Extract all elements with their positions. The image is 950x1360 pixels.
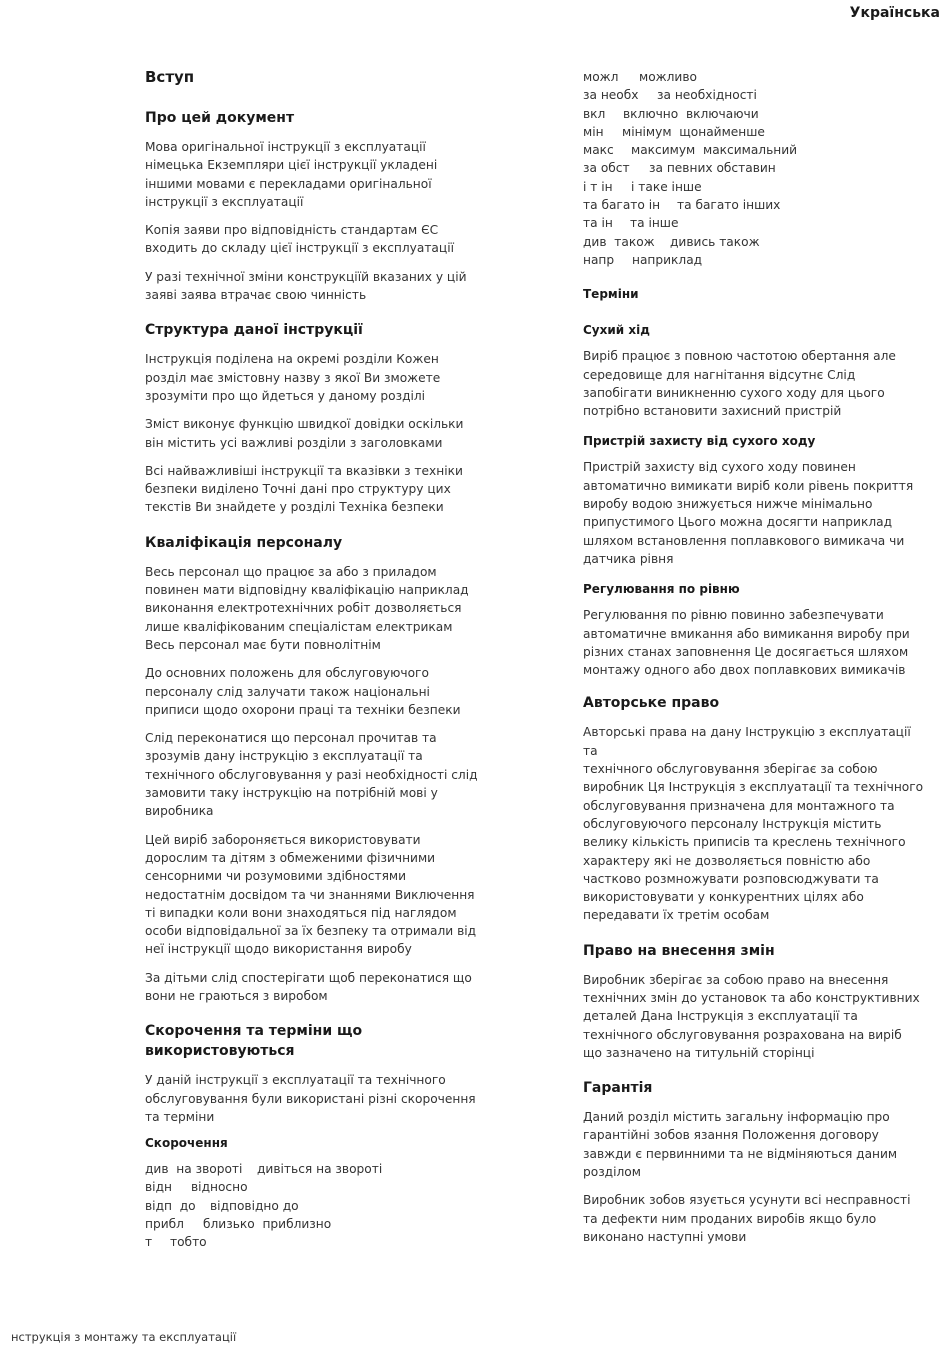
abbreviation-item (583, 159, 928, 177)
abbreviation-item (583, 178, 928, 196)
abbreviation-value: і таке інше (631, 179, 702, 194)
abbreviation-value: дивись також (670, 234, 760, 249)
abbreviation-item (145, 1215, 490, 1233)
abbreviations-title: Скорочення та терміни що використовуються (145, 1023, 363, 1060)
abbreviation-value: можливо (639, 70, 697, 84)
changes-text: Виробник зберігає за собою право на внесення технічних змін до установок та або конструктивних деталей Дана Інструкція з експлуатації та технічного обслуговування розрахована на виріб що зазначено на титульній сторінці (583, 972, 920, 1060)
copyright-title: Авторське право (583, 695, 720, 712)
abbreviation-item (583, 123, 928, 141)
abbreviation-value: максимум максимальний (631, 143, 798, 158)
abbreviation-item (583, 68, 928, 86)
abbreviation-item (583, 251, 928, 269)
abbreviation-item (583, 233, 928, 251)
abbreviation-key: прибл (145, 1217, 184, 1232)
abbreviation-list (145, 1160, 490, 1251)
intro-title: Вступ (145, 68, 195, 86)
abbreviation-item (145, 1197, 490, 1215)
abbreviation-key: можл (583, 70, 619, 84)
abbreviation-key: за необх (583, 88, 639, 103)
abbreviation-key: за обст (583, 161, 630, 176)
qualification-paragraph: За дітьми слід спостерігати щоб переконатися що вони не граються з виробом (145, 970, 472, 1003)
level-control-section (583, 582, 928, 679)
dry-run-title: Сухий хід (583, 323, 650, 338)
abbreviation-value: та багато інших (677, 198, 781, 213)
about-title: Про цей документ (145, 110, 295, 126)
abbreviation-key: вкл (583, 106, 606, 121)
abbreviation-key: макс (583, 143, 614, 158)
abbreviation-key: напр (583, 252, 615, 267)
abbreviation-item (583, 214, 928, 232)
qualification-section (145, 533, 490, 1006)
abbreviation-value: відносно (191, 1180, 248, 1195)
language-label: Українська (849, 5, 940, 21)
abbreviation-key: і т ін (583, 179, 613, 194)
structure-paragraph: Всі найважливіші інструкції та вказівки з техніки безпеки виділено Точні дані про структуру цих текстів Ви знайдете у розділі Техніка безпеки (145, 463, 463, 515)
warranty-paragraph: Даний розділ містить загальну інформацію про гарантійні зобов язання Положення договору завжди є первинними та не відміняються даним розділом (583, 1110, 898, 1180)
abbreviation-value: та інше (630, 216, 679, 231)
abbreviation-value: дивіться на звороті (257, 1162, 383, 1177)
abbreviation-key: та ін (583, 216, 613, 231)
about-paragraph: Мова оригінальної інструкції з експлуатації німецька Екземпляри цієї інструкції укладені іншими мовами є перекладами оригінальної інструкції з експлуатації (145, 140, 438, 209)
abbreviation-item (583, 105, 928, 123)
abbreviation-value: тобто (170, 1235, 207, 1250)
abbreviation-item (145, 1178, 490, 1196)
abbreviation-value: за певних обставин (649, 161, 776, 176)
abbreviation-value: включно включаючи (623, 106, 759, 121)
abbreviation-key: та багато ін (583, 198, 661, 213)
about-section (145, 108, 490, 304)
warranty-section (583, 1078, 928, 1246)
page-footer: нструкція з монтажу та експлуатації (11, 1330, 237, 1344)
abbreviation-key: див на звороті (145, 1162, 243, 1177)
abbreviations-intro: У даній інструкції з експлуатації та технічного обслуговування були використані різні скорочення та терміни (145, 1073, 476, 1124)
qualification-paragraph: Слід переконатися що персонал прочитав та зрозумів дану інструкцію з експлуатації та технічного обслуговування у разі необхідності слід замовити таку інструкцію на потрібній мові у виробника (145, 731, 478, 819)
dry-run-protection-section (583, 434, 928, 568)
abbreviation-item (145, 1160, 490, 1178)
abbreviation-value: за необхідності (657, 88, 757, 103)
structure-section (145, 320, 490, 516)
level-control-title: Регулювання по рівню (583, 582, 740, 597)
abbreviations-subtitle: Скорочення (145, 1136, 228, 1151)
abbreviation-key: відп до (145, 1198, 196, 1213)
qualification-title: Кваліфікація персоналу (145, 534, 343, 551)
abbreviation-value: відповідно до (210, 1198, 299, 1213)
structure-paragraph: Зміст виконує функцію швидкої довідки оскільки він містить усі важливі розділи з заголовками (145, 417, 464, 450)
abbreviation-value: мінімум щонайменше (622, 124, 765, 139)
warranty-title: Гарантія (583, 1080, 653, 1097)
abbreviation-key: див також (583, 234, 655, 249)
changes-section (583, 941, 928, 1062)
structure-title: Структура даної інструкції (145, 322, 363, 339)
abbreviation-key: т (145, 1235, 153, 1250)
level-control-text: Регулювання по рівню повинно забезпечувати автоматичне вмикання або вимикання виробу при різних станах заповнення Це досягається шляхом монтажу одного або двох поплавкових вимикачів (583, 608, 910, 678)
abbreviation-key: мін (583, 124, 604, 139)
warranty-paragraph: Виробник зобов язується усунути всі несправності та дефекти ним проданих виробів якщо було виконано наступні умови (583, 1193, 911, 1244)
abbreviation-value: близько приблизно (203, 1217, 332, 1232)
abbreviation-value: наприклад (632, 252, 703, 267)
dry-run-text: Виріб працює з повною частотою обертання але середовище для нагнітання відсутнє Слід запобігати виникненню сухого ходу для цього потрібно встановити захисний пристрій (583, 349, 896, 419)
changes-title: Право на внесення змін (583, 942, 775, 959)
structure-paragraph: Інструкція поділена на окремі розділи Кожен розділ має змістовну назву з якої Ви зможете зрозуміти про що йдеться у даному розділі (145, 352, 441, 403)
abbreviation-item (583, 141, 928, 159)
terms-title: Терміни (583, 287, 639, 302)
qualification-paragraph: До основних положень для обслуговуючого персоналу слід залучати також національні приписи щодо охорони праці та техніки безпеки (145, 666, 461, 717)
copyright-section (583, 693, 928, 924)
right-column (583, 68, 928, 1262)
left-column (145, 68, 490, 1268)
dry-run-protection-title: Пристрій захисту від сухого ходу (583, 434, 816, 449)
abbreviations-section (145, 1021, 490, 1251)
dry-run-section (583, 323, 928, 420)
about-paragraph: Копія заяви про відповідність стандартам ЄС входить до складу цієї інструкції з експлуатації (145, 223, 454, 256)
abbreviation-list-continued (583, 68, 928, 269)
qualification-paragraph: Цей виріб забороняється використовувати дорослим та дітям з обмеженими фізичними сенсорними чи розумовими здібностями недостатнім досвідом та чи знаннями Виключення ті випадки коли вони знаходяться під наглядом особи відповідальної за їх безпеку та отримали від неї інструкції щодо використання виробу (145, 832, 477, 957)
copyright-text: Авторські права на дану Інструкцію з експлуатації та технічного обслуговування зберігає за собою виробник Ця Інструкція з експлуатації та технічного обслуговування призначена для монтажного та обслуговуючого персоналу Інструкція містить велику кількість приписів та креслень технічного характеру які не дозволяється повністю або частково розмножувати розповсюджувати та використовувати у конкурентних цілях або передавати їх третім особам (583, 725, 924, 923)
dry-run-protection-text: Пристрій захисту від сухого ходу повинен автоматично вимикати виріб коли рівень покриття виробу водою знижується нижче мінімально припустимого Цього можна досягти наприклад шляхом встановлення поплавкового вимикача чи датчика рівня (583, 460, 914, 566)
abbreviation-item (145, 1233, 490, 1251)
abbreviation-item (583, 86, 928, 104)
abbreviation-key: відн (145, 1180, 172, 1195)
about-paragraph: У разі технічної зміни конструкціїй вказаних у цій заяві заява втрачає свою чинність (145, 269, 467, 303)
qualification-paragraph: Весь персонал що працює за або з приладом повинен мати відповідну кваліфікацію наприклад виконання електротехнічних робіт дозволяється лише кваліфікованим спеціалістам електрикам Весь персонал має бути повнолітнім (145, 564, 469, 652)
abbreviation-item (583, 196, 928, 214)
